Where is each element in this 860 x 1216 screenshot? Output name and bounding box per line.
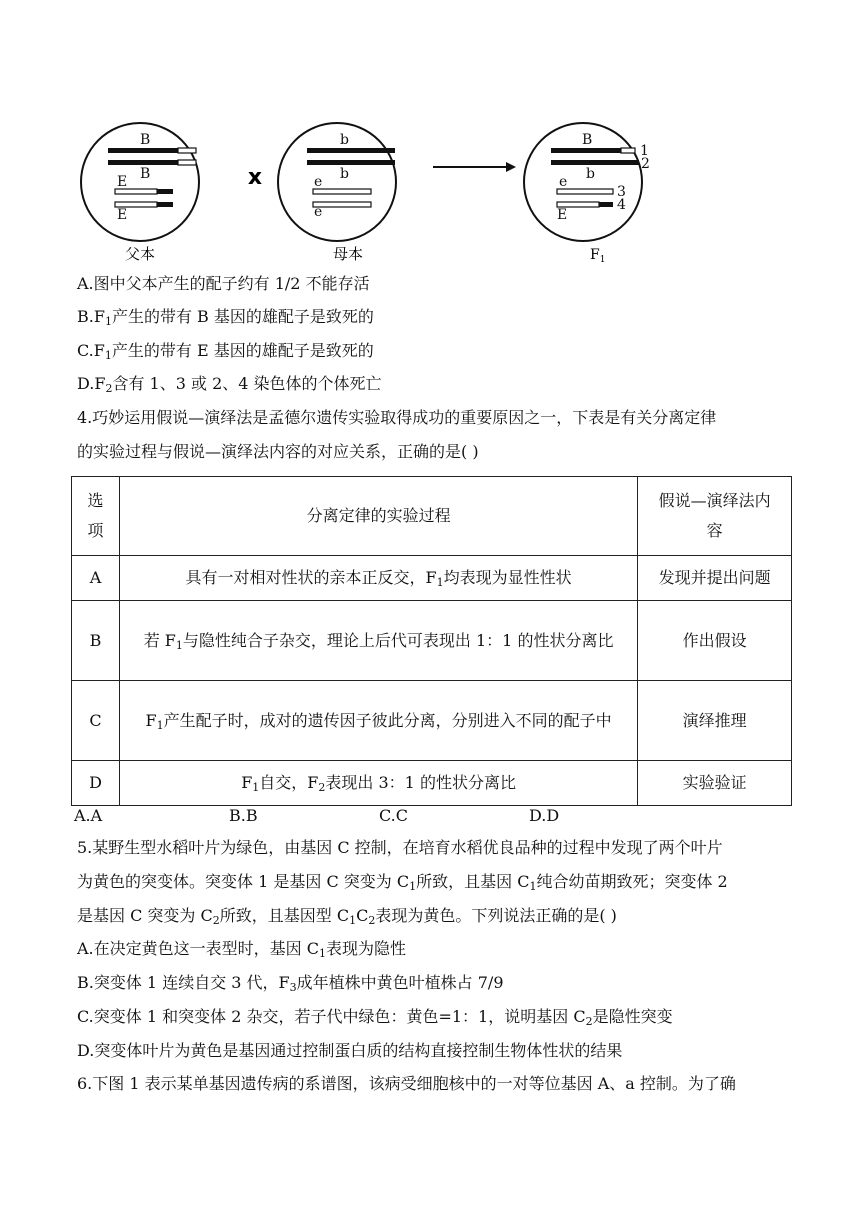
- father-label-2: B: [140, 166, 151, 182]
- row-method: 实验验证: [638, 761, 792, 806]
- f1-label-3: e: [559, 174, 568, 190]
- row-method: 发现并提出问题: [638, 556, 792, 601]
- q4-stem-line-2: 的实验过程与假说—演绎法内容的对应关系，正确的是( ): [77, 442, 479, 461]
- row-process: $F_1$产生配子时，成对的遗传因子彼此分离，分别进入不同的配子中: [119, 681, 637, 761]
- f1-label-4: E: [557, 207, 568, 223]
- row-process: 若 $F_1$与隐性纯合子杂交，理论上后代可表现出 1：1 的性状分离比: [119, 601, 637, 681]
- f1-label-2: b: [586, 166, 595, 182]
- row-option: A: [72, 556, 120, 601]
- q4-answer-a[interactable]: A.A: [74, 806, 103, 825]
- header-process: 分离定律的实验过程: [119, 477, 637, 556]
- q5-stem-line-2: 为黄色的突变体。突变体 1 是基因 C 突变为 $C_1$所致，且基因 $C_1$纯合幼苗期致死；突变体 2: [77, 872, 728, 893]
- q3-option-a[interactable]: A.图中父本产生的配子约有 1/2 不能存活: [77, 274, 370, 293]
- f1-number-4: 4: [617, 197, 626, 213]
- q5-stem-line-1: 5.某野生型水稻叶片为绿色，由基因 C 控制，在培育水稻优良品种的过程中发现了两个叶片: [77, 838, 723, 857]
- table-row: [72, 761, 792, 806]
- q3-option-d[interactable]: $D.F_2$含有 1、3 或 2、4 染色体的个体死亡: [77, 374, 382, 395]
- q3-option-b[interactable]: $B.F_1$产生的带有 B 基因的雄配子是致死的: [77, 307, 374, 328]
- f1-caption: $F_1$: [590, 247, 606, 265]
- mother-cell: [278, 123, 396, 241]
- cross-symbol: x: [247, 165, 263, 190]
- q4-answer-c[interactable]: C.C: [379, 806, 408, 825]
- q4-stem-line-1: 4.巧妙运用假说—演绎法是孟德尔遗传实验取得成功的重要原因之一，下表是有关分离定律: [77, 408, 717, 427]
- father-caption: 父本: [124, 245, 156, 263]
- row-process: $F_1$自交，$F_2$表现出 3：1 的性状分离比: [119, 761, 637, 806]
- q4-answer-d[interactable]: D.D: [529, 806, 560, 825]
- f1-number-3: 3: [617, 184, 626, 200]
- row-option: D: [72, 761, 120, 806]
- row-process: 具有一对相对性状的亲本正反交，$F_1$均表现为显性性状: [119, 556, 637, 601]
- table-row: [72, 681, 792, 761]
- mother-label-2: b: [340, 166, 349, 182]
- arrow-icon: [433, 162, 516, 172]
- mother-label-1: b: [340, 132, 349, 148]
- row-option: B: [72, 601, 120, 681]
- table-header-row: [72, 477, 792, 556]
- q5-stem-line-3: 是基因 C 突变为 $C_2$所致，且基因型 $C_1C_2$表现为黄色。下列说法正确的是( ): [77, 906, 617, 927]
- chromosome-diagram: [0, 0, 860, 280]
- f1-number-1: 1: [640, 143, 649, 159]
- q5-option-b[interactable]: B.突变体 1 连续自交 3 代，$F_3$成年植株中黄色叶植株占 7/9: [77, 973, 504, 994]
- q4-answer-b[interactable]: B.B: [229, 806, 258, 825]
- q5-option-c[interactable]: C.突变体 1 和突变体 2 杂交，若子代中绿色：黄色=1：1，说明基因 $C_2$是隐性突变: [77, 1007, 673, 1028]
- table-row: [72, 601, 792, 681]
- q5-option-a[interactable]: A.在决定黄色这一表型时，基因 $C_1$表现为隐性: [77, 939, 406, 960]
- q4-table: [71, 476, 792, 806]
- row-option: C: [72, 681, 120, 761]
- f1-number-2: 2: [641, 156, 650, 172]
- father-label-4: E: [117, 207, 128, 223]
- q3-option-c[interactable]: $C.F_1$产生的带有 E 基因的雄配子是致死的: [77, 341, 374, 362]
- mother-label-3: e: [314, 174, 323, 190]
- q5-option-d[interactable]: D.突变体叶片为黄色是基因通过控制蛋白质的结构直接控制生物体性状的结果: [77, 1041, 623, 1060]
- father-label-1: B: [140, 132, 151, 148]
- f1-label-1: B: [582, 132, 593, 148]
- header-method: 假说—演绎法内 容: [638, 477, 792, 556]
- mother-caption: 母本: [332, 245, 364, 263]
- row-method: 作出假设: [638, 601, 792, 681]
- father-label-3: E: [117, 174, 128, 190]
- q6-stem-line-1: 6.下图 1 表示某单基因遗传病的系谱图，该病受细胞核中的一对等位基因 A、a 控制。为了确: [77, 1074, 736, 1093]
- mother-label-4: e: [314, 204, 323, 220]
- row-method: 演绎推理: [638, 681, 792, 761]
- table-row: [72, 556, 792, 601]
- header-option: 选 项: [72, 477, 120, 556]
